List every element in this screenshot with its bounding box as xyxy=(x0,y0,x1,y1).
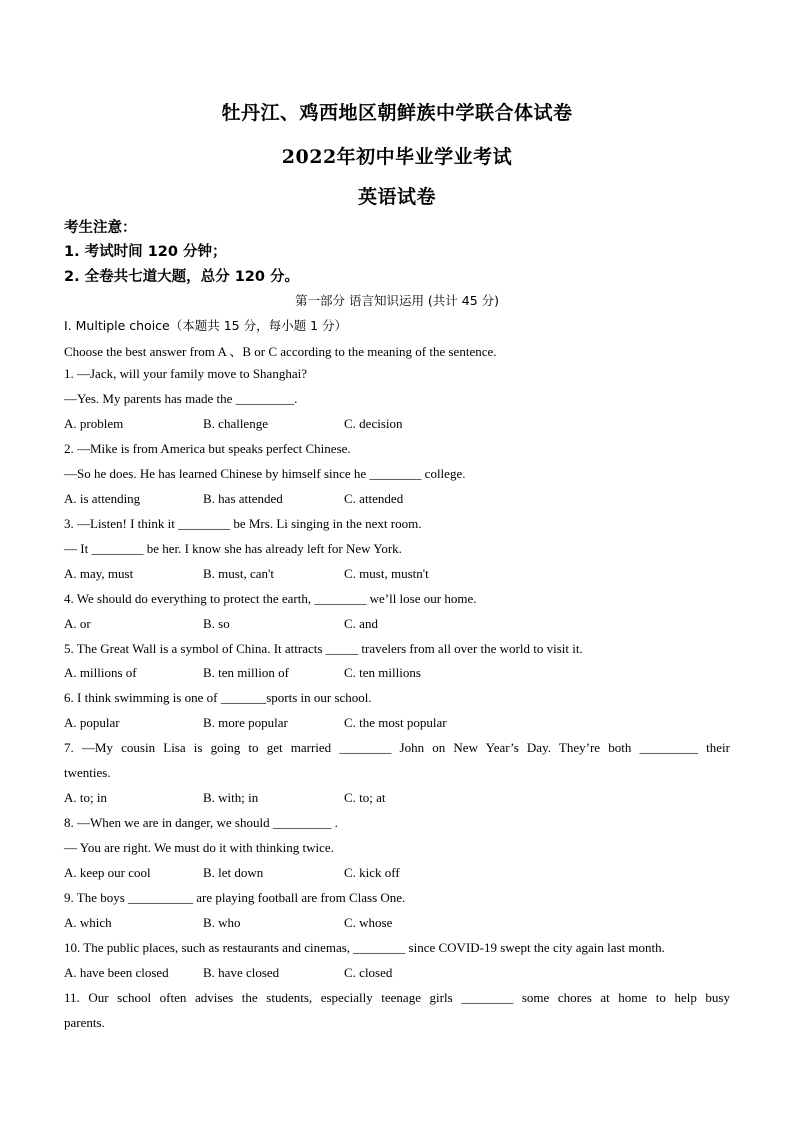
question-2-reply: —So he does. He has learned Chinese by himself since he ________ college. xyxy=(64,466,466,481)
question-6-option-a: A. popular xyxy=(64,715,120,730)
question-9-option-c: C. whose xyxy=(344,915,393,930)
question-10-option-a: A. have been closed xyxy=(64,965,169,980)
notice-item-2: 2. 全卷共七道大题，总分 120 分。 xyxy=(64,269,300,285)
question-4-option-b: B. so xyxy=(203,616,230,631)
question-10-option-c: C. closed xyxy=(344,965,393,980)
question-2-stem: 2. —Mike is from America but speaks perfect Chinese. xyxy=(64,441,351,456)
question-11-stem-continued: parents. xyxy=(64,1015,105,1030)
question-11-stem: 11. Our school often advises the students, especially teenage girls ________ some chores at home to help busy xyxy=(64,990,730,1005)
question-7-option-c: C. to; at xyxy=(344,790,386,805)
question-9-option-a: A. which xyxy=(64,915,112,930)
question-7-stem: 7. —My cousin Lisa is going to get married ________ John on New Year’s Day. They’re both _________ their xyxy=(64,740,730,755)
question-1-stem: 1. —Jack, will your family move to Shanghai? xyxy=(64,366,307,381)
question-1-option-b: B. challenge xyxy=(203,416,268,431)
question-5-option-c: C. ten millions xyxy=(344,665,421,680)
question-4-option-a: A. or xyxy=(64,616,91,631)
question-5-option-b: B. ten million of xyxy=(203,665,289,680)
question-1-option-c: C. decision xyxy=(344,416,403,431)
question-4-option-c: C. and xyxy=(344,616,378,631)
question-3-option-b: B. must, can't xyxy=(203,566,274,581)
question-1-option-a: A. problem xyxy=(64,416,124,431)
question-9-stem: 9. The boys __________ are playing football are from Class One. xyxy=(64,890,406,905)
question-3-option-c: C. must, mustn't xyxy=(344,566,429,581)
question-5-option-a: A. millions of xyxy=(64,665,137,680)
question-3-option-a: A. may, must xyxy=(64,566,134,581)
question-7-option-a: A. to; in xyxy=(64,790,107,805)
question-6-option-b: B. more popular xyxy=(203,715,288,730)
question-10-option-b: B. have closed xyxy=(203,965,280,980)
question-7-option-b: B. with; in xyxy=(203,790,259,805)
question-8-reply: — You are right. We must do it with thinking twice. xyxy=(64,840,334,855)
question-10-stem: 10. The public places, such as restaurants and cinemas, ________ since COVID-19 swept the city again last month. xyxy=(64,940,665,955)
question-1-reply: —Yes. My parents has made the _________. xyxy=(64,391,298,406)
question-6-option-c: C. the most popular xyxy=(344,715,447,730)
question-8-option-c: C. kick off xyxy=(344,865,400,880)
part-heading: 第一部分 语言知识运用 (共计 45 分) xyxy=(294,293,500,308)
question-2-option-a: A. is attending xyxy=(64,491,141,506)
question-8-stem: 8. —When we are in danger, we should _________ . xyxy=(64,815,338,830)
question-7-stem-continued: twenties. xyxy=(64,765,111,780)
question-9-option-b: B. who xyxy=(203,915,241,930)
question-3-stem: 3. —Listen! I think it ________ be Mrs. Li singing in the next room. xyxy=(64,516,422,531)
question-4-stem: 4. We should do everything to protect the earth, ________ we’ll lose our home. xyxy=(64,591,477,606)
exam-title-line-2: 2022年初中毕业学业考试 xyxy=(281,146,513,168)
exam-title-line-1: 牡丹江、鸡西地区朝鲜族中学联合体试卷 xyxy=(221,102,573,124)
question-2-option-b: B. has attended xyxy=(203,491,283,506)
question-3-reply: — It ________ be her. I know she has already left for New York. xyxy=(64,541,402,556)
section-heading: I. Multiple choice（本题共 15 分，每小题 1 分） xyxy=(64,318,347,333)
question-2-option-c: C. attended xyxy=(344,491,404,506)
instruction: Choose the best answer from A 、B or C according to the meaning of the sentence. xyxy=(64,344,497,359)
question-8-option-b: B. let down xyxy=(203,865,264,880)
notice-heading: 考生注意： xyxy=(64,220,137,236)
question-5-stem: 5. The Great Wall is a symbol of China. It attracts _____ travelers from all over the world to visit it. xyxy=(64,641,583,656)
exam-subject-title: 英语试卷 xyxy=(357,186,436,208)
question-8-option-a: A. keep our cool xyxy=(64,865,151,880)
question-6-stem: 6. I think swimming is one of _______sports in our school. xyxy=(64,690,372,705)
notice-item-1: 1. 考试时间 120 分钟； xyxy=(64,244,227,260)
